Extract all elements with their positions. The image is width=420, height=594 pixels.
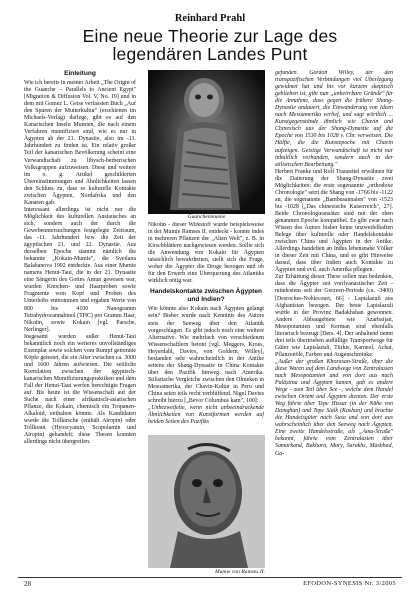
paragraph: Nikotin - dieser Wirkstoff wurde beispielsweise in der Mumie Ramses II. entdeckt - konnte indes in mehreren Pflanzen der „Alten Welt", z. B. in Kirschblättern nachgewiesen werden. Sollte sich die Anwendung von Kokain für Ägypten tatsächlich bewahrheiten, stellt sich die Frage, woher die Ägypter die Droge bezogen und ob für den Erwerb eine Überquerung des Atlantiks wirklich nötig war.: [148, 222, 264, 285]
photo-caption: Guanchenmumie: [187, 214, 226, 220]
paragraph: Insgesamt wurden außer Henut-Taui bekanntlich noch ein weiteres unvollständiges Exemplar sowie solchen vom Rumpf getrennte Köpfe getestet, die ein Alter zwischen ca. 3000 und 1600 Jahren aufwiesen. Die seitliche Korrelation zwischen der ägyptisch-kanarischen Mumifizierungspraktiken und dem Fall der Henut-Taui werfen berechtigte Fragen auf. Bis heute ist die Wissenschaft auf der Suche nach einer afrikanisch-asiatischen Pflanze, die Kokain, chemisch ein Tropanen-Alkaloid, enthalten könnte. Als Kandidaten wurde die Tollkirsche (enthält Atropin) oder Tollkraut (Hyoscyamin, Scopolamin und Atropin) gehandelt; diese Thesen konnten allerdings nicht übergreifen.: [24, 333, 136, 446]
paragraph: Herbert Franke und Rolf Trauzettel erwähnen für die Datierung der Shang-Dynastie zwei Möglichkeiten: die erste sogenannte „orthodoxe Chronologie" setzt die Shang von -1766 bis -1122 an, die sogenannte „Bambusannalen" von -1523 bis -1028 [„Das chinesische Kaiserreich", 27]. Beide Chronologieansätze sind mit der oben genannten Epoche kompatibel. Es gibt zwar nach Wissen des Autors bisher keine unzweifelhaften Belege über kulturelle oder Handelskontakte zwischen China und Ägypten in der Antike. Allerdings handelten an Indus lebensnahe Völker in dieser Zeit mit China, und es gibt Hinweise darauf, dass über Indien auch Kontakte zu Ägypten und evtl. auch Amerika pflegten.: [275, 168, 393, 274]
section-heading-einleitung: Einleitung: [64, 70, 96, 77]
quote: gefunden. Gordon Willey, der den transpazifischen Verbindungen viel Überlegung gewidmet hat und bis vor kurzem skeptisch geblieben ist, gibt nun „unbeirrbare Gründe" für die Annahme, dass gegen die frühere Shang-Dynastie andauert, die Einwanderung von Ideen nach Mesoamerika verlief, und sagt wörtlich ... Kunstgegenstände ähnlich wie Chavin und Chinesisch aus der Shang-Dynastie auf die Epoche von 1530 bis 1028 v. Chr. verweisen. Die Hälfte, die die Kunstepoche mit Chavin aufzeigen. Geistige Verwandtschaft ist nicht nur inhaltlich vorhanden, sondern auch in der stilistischen Bearbeitung.": [275, 70, 393, 168]
column-3: [275, 70, 393, 570]
column-2: [148, 222, 264, 434]
photo-caption: Mumie von Ramses II.: [214, 569, 265, 575]
paragraph: Wie könnte also Kokain nach Ägypten gelangt sein? Bisher wurde nach Kenntnis des Autors stets der Seeweg über den Atlantik vorgeschlagen. Es gibt jedoch noch eine weitere Alternative. Wie mehrfach von verschiedenen Wissenschaftlern betont [vgl. Meggers, Kroes, Heyerdahl, Davies, von Goldern, Willey], bestanden sehr wahrscheinlich in der Antike seitens der Shang-Dynastie in China Kontakte über den Pazifik hinweg nach Amerika. Stilistische Vergleiche zwischen den Olmeken in Mesoamerika, der Chavin-Kultur in Peru und China seien teils recht verblüffend. Nigel Davies schreibt hierzu [„Bevor Columbus kam", 100]:: [148, 306, 264, 405]
paragraph: Zur Erhärtung dieser These sollen nun bedenken, dass die Ägypter seit vorilyanastischer Zeit - mindestens seit der Gerzeen-Periode (ca. -3400) [Desroches-Noblecourt, 66] - Lapislazuli aus Afghanistan bezogen. Der beste Lapislazuli wurde in der Provinz Badakhshan gewonnen. Andere Abbaugebiete wie Azarbaijan, Mesopotamien und Kerman sind ebenfalls literarisch bezeugt [Ders. 4]. Der anhaltend nennt drei teils übertrieben auffällige Transportwege für Güter wie Lapislazuli, Türkis, Karneol, Achat, Pflanzenöle, Farben und Augenschminke:: [275, 274, 393, 358]
paragraph: Interessant allerdings ist nicht nur die Möglichkeit des kulturellen Austausches an sich, sondern auch der durch die Gewebeuntersuchungen festgelegte Zeitraum, das -11. Jahrhundert bzw. die Zeit der ägyptischen 21. und 22. Dynastie. Aus derselben Epoche stammt nämlich die bekannte „Kokain-Mumie", die Svetlana Balabanova 1992 entdeckte. Aus einer Mumie namens Henut-Taui, die in der 21. Dynastie eine Sängerin des Gottes Amun gewesen war, wurden Knochen- und Haarproben sowie Fragmente vom Kopf und Proben des Unterleibs entnommen und ergaben Werte von 800 bis 4100 Nanogramm Tetrahydrocannabinol (THC) pro Gramm Haar, Nikotin, sowie Kokain [vgl. Parsche, Nerlinger].: [24, 206, 136, 333]
section-heading-handelskontakte: Handelskontakte zwischen Ägypten und Indien?: [149, 288, 263, 304]
ramses-mummy-photo: [148, 435, 265, 568]
quote: „Unbezweifelte, wenn nicht unbeeindruckende Ähnlichkeiten von Kunstformen werden auf beiden Seiten des Pazifiks: [148, 405, 264, 426]
title-line-2: legendären Landes Punt: [112, 44, 308, 64]
journal-name: EFODON-SYNESIS Nr. 3/2005: [303, 580, 396, 587]
author-name: Reinhard Prahl: [174, 13, 246, 24]
article-title: [8, 27, 412, 63]
guanche-mummy-photo: [148, 70, 265, 214]
quote: „Außer der großen Khorasan-Straße, über die diese Waren auf dem Landwege von Zentralasien nach Mesopotamien und von dort aus nach Palästina und Ägypten kamen, gab es andere Wege - zum Teil über See -, welche dem Handel zwischen Orient und Ägypten dienten. Der erste Weg führte über Tepe Hissar (in der Nähe von Damghan) und Tepe Sialk (Kashan) und brachte die Handelsgüter nach Susa und von dort aus wahrscheinlich über den Seeweg nach Ägypten. Eine zweite Handelsstraße, als „Amu-Straße" bekannt, führte vom Zentralasien über Samarkand, Bukhara, Mary, Sarakhs, Mashhad, Ga-: [275, 358, 393, 457]
footer-rule: [18, 577, 402, 578]
paragraph: Wie ich bereits in meiner Arbeit „The Origin of the Guanche – Parallels to Ancient Egypt" [Migration & Diffusion Vol. V, No. 19] und in dem mit Gomez L. Geise verfassten Buch „Auf den Spuren der Mutterkultur" (erschienen im Michaels-Verlag) darlege, gibt es auf den Kanarischen Inseln Mumien, die nach einem Verfahren mumifiziert sind, wie es nur in Ägypten ab der 21. Dynastie, also im -11. Jahrhundert zu finden ist. Ein relativ großer Teil der kanarischen Bevölkerung scheint eine Verwandtschaft zu libysch-berberischen Volksgruppen aufzuweisen. Diese und weitere im o. g. Artikel geschilderten Übereinstimmungen und Ähnlichkeiten lassen den Schluss zu, dass es kulturelle Kontakte zwischen Ägypten, Nordafrika und den Kanaren gab.: [24, 80, 136, 206]
title-line-1: Eine neue Theorie zur Lage des: [82, 26, 338, 46]
column-1: [24, 70, 136, 570]
page-number: 28: [24, 580, 31, 588]
